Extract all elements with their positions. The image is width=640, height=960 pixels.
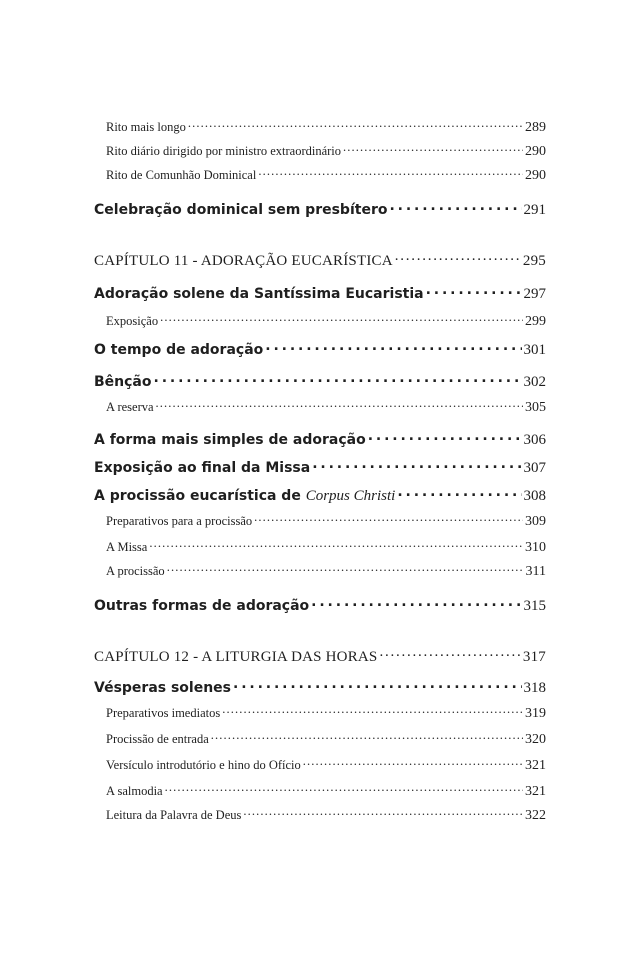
dot-leader bbox=[233, 678, 521, 692]
toc-entry-title: Rito de Comunhão Dominical bbox=[106, 167, 257, 182]
toc-entry-title: Outras formas de adoração bbox=[94, 598, 310, 614]
dot-leader bbox=[426, 284, 522, 298]
toc-entry-title: A reserva bbox=[106, 399, 154, 414]
toc-entry[interactable] bbox=[106, 398, 546, 416]
toc-page-number: 315 bbox=[523, 598, 546, 614]
toc-entry[interactable] bbox=[106, 118, 546, 136]
toc-entry[interactable] bbox=[106, 562, 546, 580]
toc-entry[interactable] bbox=[94, 596, 546, 615]
toc-page-number: 290 bbox=[525, 167, 546, 183]
toc-page-number: 309 bbox=[525, 513, 546, 529]
toc-entry[interactable] bbox=[94, 200, 546, 219]
toc-page-number: 290 bbox=[525, 143, 546, 159]
toc-page-number: 297 bbox=[523, 286, 546, 302]
dot-leader bbox=[160, 312, 523, 325]
toc-entry-title: A salmodia bbox=[106, 783, 163, 798]
toc-entry-title: Preparativos para a procissão bbox=[106, 513, 253, 528]
toc-page-number: 321 bbox=[525, 757, 546, 773]
toc-entry-title: O tempo de adoração bbox=[94, 342, 264, 358]
toc-page-number: 305 bbox=[525, 399, 546, 415]
dot-leader bbox=[254, 512, 523, 525]
toc-page-number: 321 bbox=[525, 783, 546, 799]
dot-leader bbox=[154, 372, 522, 386]
toc-entry-title: A procissão bbox=[106, 563, 165, 578]
dot-leader bbox=[379, 646, 520, 661]
toc-entry-title: CAPÍTULO 11 - ADORAÇÃO EUCARÍSTICA bbox=[94, 253, 393, 269]
toc-entry-title: Bênção bbox=[94, 374, 152, 390]
toc-page-number: 319 bbox=[525, 705, 546, 721]
toc-entry[interactable] bbox=[106, 312, 546, 330]
dot-leader bbox=[389, 200, 521, 214]
toc-entry[interactable] bbox=[94, 284, 546, 303]
toc-entry-title: Exposição bbox=[106, 313, 159, 328]
toc-entry[interactable] bbox=[94, 486, 546, 505]
toc-page-number: 299 bbox=[525, 313, 546, 329]
toc-page-number: 307 bbox=[523, 460, 546, 476]
toc-page-number: 289 bbox=[525, 119, 546, 135]
toc-entry-title: A Missa bbox=[106, 539, 148, 554]
toc-entry[interactable] bbox=[106, 512, 546, 530]
toc-entry[interactable] bbox=[94, 372, 546, 391]
dot-leader bbox=[211, 730, 523, 743]
dot-leader bbox=[188, 118, 523, 131]
dot-leader bbox=[243, 806, 523, 819]
toc-page-number: 306 bbox=[523, 432, 546, 448]
toc-entry-title: A procissão eucarística de bbox=[94, 488, 301, 504]
toc-entry[interactable] bbox=[94, 646, 546, 666]
toc-entry-title: Procissão de entrada bbox=[106, 731, 209, 746]
toc-page-number: 301 bbox=[523, 342, 546, 358]
toc-page-number: 322 bbox=[525, 807, 546, 823]
toc-entry-title-italic: Corpus Christi bbox=[305, 488, 396, 504]
toc-entry[interactable] bbox=[106, 142, 546, 160]
toc-entry[interactable] bbox=[106, 730, 546, 748]
toc-entry[interactable] bbox=[94, 250, 546, 270]
dot-leader bbox=[343, 142, 523, 155]
dot-leader bbox=[222, 704, 523, 717]
toc-entry-title: A forma mais simples de adoração bbox=[94, 432, 366, 448]
toc-entry[interactable] bbox=[106, 166, 546, 184]
dot-leader bbox=[312, 458, 521, 472]
toc-page-number: 308 bbox=[523, 488, 546, 504]
dot-leader bbox=[303, 756, 523, 769]
toc-entry-title: Versículo introdutório e hino do Ofício bbox=[106, 757, 301, 772]
toc-page-number: 320 bbox=[525, 731, 546, 747]
toc-page-number: 302 bbox=[523, 374, 546, 390]
dot-leader bbox=[167, 562, 524, 575]
toc-entry[interactable] bbox=[106, 704, 546, 722]
toc-page-number: 311 bbox=[525, 563, 546, 579]
toc-entry[interactable] bbox=[106, 538, 546, 556]
toc-entry-title: Leitura da Palavra de Deus bbox=[106, 807, 242, 822]
toc-entry[interactable] bbox=[94, 430, 546, 449]
toc-entry-title: Rito mais longo bbox=[106, 119, 186, 134]
toc-entry[interactable] bbox=[106, 806, 546, 824]
toc-page-number: 291 bbox=[523, 202, 546, 218]
toc-entry[interactable] bbox=[94, 340, 546, 359]
toc-entry-title: Adoração solene da Santíssima Eucaristia bbox=[94, 286, 424, 302]
toc-entry[interactable] bbox=[94, 458, 546, 477]
dot-leader bbox=[397, 486, 521, 500]
toc-entry-title: Vésperas solenes bbox=[94, 680, 232, 696]
toc-entry-title: Celebração dominical sem presbítero bbox=[94, 202, 388, 218]
dot-leader bbox=[149, 538, 523, 551]
toc-page-number: 295 bbox=[522, 253, 546, 269]
toc-entry-title: CAPÍTULO 12 - A LITURGIA DAS HORAS bbox=[94, 649, 378, 665]
dot-leader bbox=[156, 398, 523, 411]
toc-entry[interactable] bbox=[94, 678, 546, 697]
toc-entry-title: Rito diário dirigido por ministro extraordinário bbox=[106, 143, 342, 158]
toc-page-number: 318 bbox=[523, 680, 546, 696]
toc-entry-title: Exposição ao final da Missa bbox=[94, 460, 311, 476]
toc-page-number: 310 bbox=[525, 539, 546, 555]
toc-page-number: 317 bbox=[522, 649, 546, 665]
dot-leader bbox=[395, 250, 521, 265]
toc-entry-title: Preparativos imediatos bbox=[106, 705, 221, 720]
dot-leader bbox=[311, 596, 521, 610]
dot-leader bbox=[258, 166, 523, 179]
toc-entry[interactable] bbox=[106, 782, 546, 800]
dot-leader bbox=[265, 340, 521, 354]
toc-entry[interactable] bbox=[106, 756, 546, 774]
dot-leader bbox=[368, 430, 522, 444]
dot-leader bbox=[165, 782, 523, 795]
